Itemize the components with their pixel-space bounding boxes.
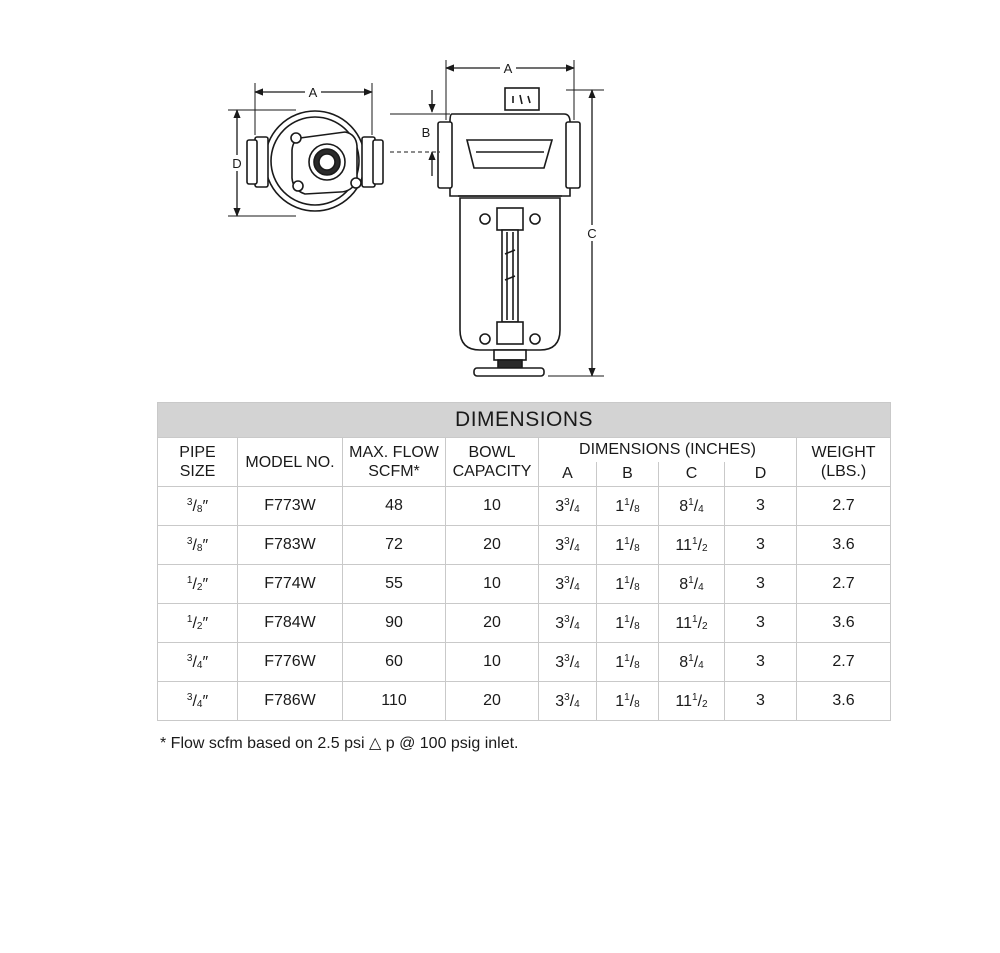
cell-model-no: F783W <box>238 526 343 565</box>
cell-max-flow: 55 <box>343 565 446 604</box>
cell-d: 3 <box>725 526 797 565</box>
table-row <box>158 604 891 643</box>
cell-a: $3^3/_4$ <box>539 682 597 721</box>
cell-d: 3 <box>725 682 797 721</box>
table-row <box>158 643 891 682</box>
cell-bowl-capacity: 20 <box>446 604 539 643</box>
cell-pipe-size: $^3/_8''$ <box>158 526 238 565</box>
header-dim-b: B <box>597 462 659 487</box>
cell-b: $1^1/_8$ <box>597 643 659 682</box>
filter-technical-drawing <box>0 0 1000 400</box>
header-dim-a: A <box>539 462 597 487</box>
cell-weight: 2.7 <box>797 643 891 682</box>
cell-weight: 3.6 <box>797 682 891 721</box>
header-max-flow: MAX. FLOW SCFM* <box>343 438 446 487</box>
cell-bowl-capacity: 20 <box>446 682 539 721</box>
table-row <box>158 487 891 526</box>
cell-c: $11^1/_2$ <box>659 526 725 565</box>
cell-max-flow: 48 <box>343 487 446 526</box>
cell-pipe-size: $^1/_2''$ <box>158 604 238 643</box>
cell-model-no: F773W <box>238 487 343 526</box>
cell-pipe-size: $^3/_4''$ <box>158 682 238 721</box>
side-view <box>438 88 580 376</box>
cell-c: $8^1/_4$ <box>659 487 725 526</box>
cell-pipe-size: $^3/_4''$ <box>158 643 238 682</box>
cell-a: $3^3/_4$ <box>539 565 597 604</box>
cell-c: $11^1/_2$ <box>659 604 725 643</box>
table-row <box>158 682 891 721</box>
dim-label-a-top: A <box>308 85 318 100</box>
cell-a: $3^3/_4$ <box>539 487 597 526</box>
cell-weight: 3.6 <box>797 526 891 565</box>
cell-b: $1^1/_8$ <box>597 526 659 565</box>
cell-model-no: F776W <box>238 643 343 682</box>
cell-bowl-capacity: 10 <box>446 487 539 526</box>
cell-d: 3 <box>725 565 797 604</box>
table-title: DIMENSIONS <box>158 403 891 438</box>
cell-max-flow: 90 <box>343 604 446 643</box>
dim-label-c: C <box>587 226 597 241</box>
cell-c: $8^1/_4$ <box>659 565 725 604</box>
cell-model-no: F786W <box>238 682 343 721</box>
cell-a: $3^3/_4$ <box>539 526 597 565</box>
top-view <box>247 111 383 211</box>
cell-weight: 2.7 <box>797 487 891 526</box>
dim-label-d: D <box>232 156 242 171</box>
footnote: * Flow scfm based on 2.5 psi △ p @ 100 psig inlet. <box>160 735 519 752</box>
cell-b: $1^1/_8$ <box>597 604 659 643</box>
cell-bowl-capacity: 10 <box>446 565 539 604</box>
cell-pipe-size: $^3/_8''$ <box>158 487 238 526</box>
cell-d: 3 <box>725 487 797 526</box>
cell-d: 3 <box>725 604 797 643</box>
cell-weight: 2.7 <box>797 565 891 604</box>
cell-a: $3^3/_4$ <box>539 604 597 643</box>
cell-model-no: F774W <box>238 565 343 604</box>
header-dim-c: C <box>659 462 725 487</box>
cell-c: $8^1/_4$ <box>659 643 725 682</box>
cell-pipe-size: $^1/_2''$ <box>158 565 238 604</box>
cell-max-flow: 60 <box>343 643 446 682</box>
dim-label-b: B <box>421 125 431 140</box>
table-row <box>158 526 891 565</box>
cell-d: 3 <box>725 643 797 682</box>
header-dimensions-group: DIMENSIONS (INCHES) <box>539 438 797 463</box>
cell-weight: 3.6 <box>797 604 891 643</box>
header-model-no: MODEL NO. <box>238 438 343 487</box>
header-bowl-capacity: BOWL CAPACITY <box>446 438 539 487</box>
cell-bowl-capacity: 10 <box>446 643 539 682</box>
header-weight: WEIGHT (LBS.) <box>797 438 891 487</box>
cell-model-no: F784W <box>238 604 343 643</box>
cell-b: $1^1/_8$ <box>597 682 659 721</box>
cell-b: $1^1/_8$ <box>597 487 659 526</box>
cell-b: $1^1/_8$ <box>597 565 659 604</box>
dim-label-a-side: A <box>503 61 513 76</box>
table-row <box>158 565 891 604</box>
cell-max-flow: 110 <box>343 682 446 721</box>
header-pipe-size: PIPE SIZE <box>158 438 238 487</box>
cell-a: $3^3/_4$ <box>539 643 597 682</box>
cell-c: $11^1/_2$ <box>659 682 725 721</box>
header-dim-d: D <box>725 462 797 487</box>
cell-max-flow: 72 <box>343 526 446 565</box>
cell-bowl-capacity: 20 <box>446 526 539 565</box>
dimensions-table <box>157 402 891 721</box>
